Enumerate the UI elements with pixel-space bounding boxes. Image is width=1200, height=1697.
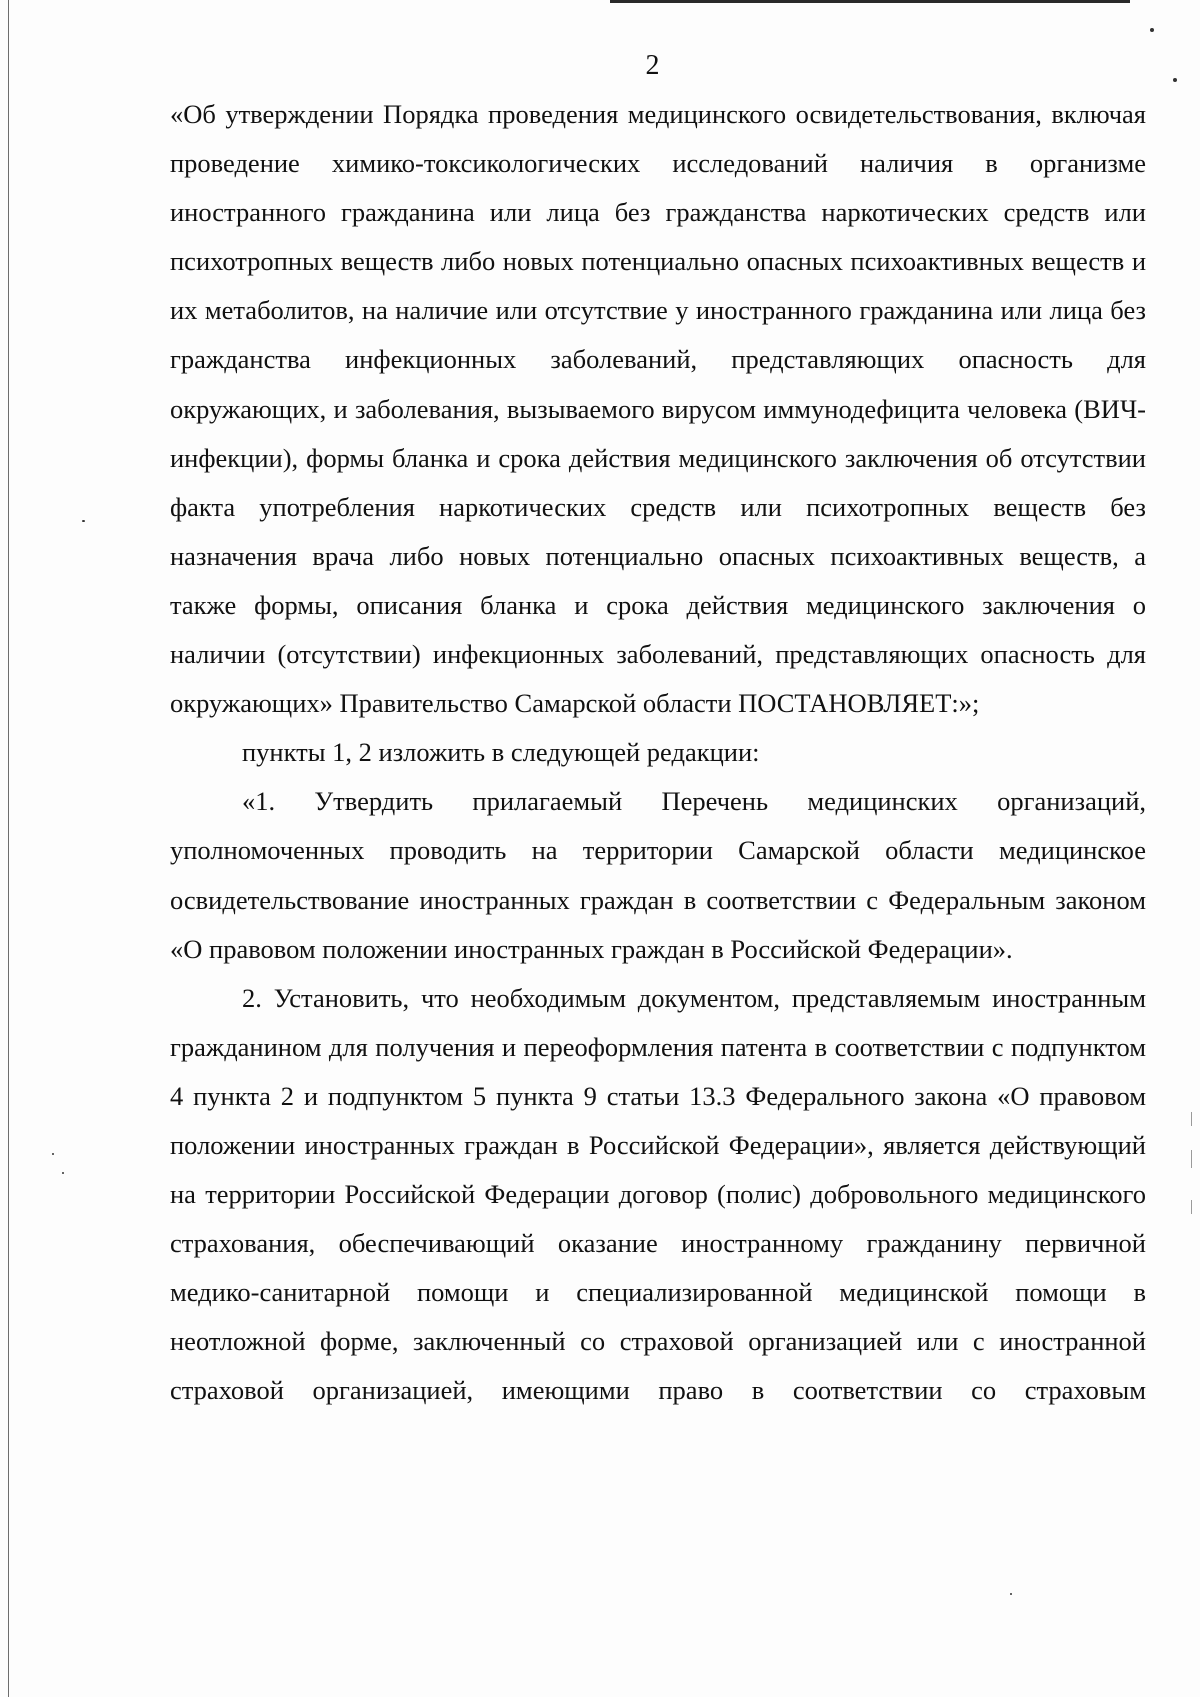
scan-speck xyxy=(62,1172,64,1174)
scan-top-edge xyxy=(610,0,1130,3)
scan-right-mark xyxy=(1191,1112,1192,1126)
scan-speck xyxy=(1010,1593,1012,1595)
paragraph-item-1: «1. Утвердить прилагаемый Перечень медицинских организаций, уполномоченных проводить на территории Самарской области медицинское освидетельствование иностранных граждан в соответствии с Федеральным законом «О правовом положении иностранных граждан в Российской Федерации». xyxy=(170,786,1146,964)
scan-speck xyxy=(52,1153,54,1155)
paragraph-amendment-intro: пункты 1, 2 изложить в следующей редакции: xyxy=(242,737,760,768)
scan-right-mark xyxy=(1191,1150,1192,1168)
scan-left-edge xyxy=(8,0,9,1697)
scan-right-mark xyxy=(1191,1200,1192,1214)
paragraph-item-2: 2. Установить, что необходимым документом, представляемым иностранным гражданином для получения и переоформления патента в соответствии с подпунктом 4 пункта 2 и подпунктом 5 пункта 9 статьи 13.3 Федерального закона «О правовом положении иностранных граждан в Российской Федерации», является действующий на территории Российской Федерации договор (полис) добровольного медицинского страхования, обеспечивающий оказание иностранному гражданину первичной медико-санитарной помощи и специализированной медицинской помощи в неотложной форме, заключенный со страховой организацией или с иностранной страховой организацией, имеющими право в соответствии со страховым xyxy=(170,982,1146,1406)
page-number: 2 xyxy=(645,50,660,81)
document-body xyxy=(170,90,1146,1416)
scan-speck xyxy=(1150,28,1154,32)
scan-speck xyxy=(82,520,85,522)
paragraph-preamble: «Об утверждении Порядка проведения медицинского освидетельствования, включая проведение химико-токсикологических исследований наличия в организме иностранного гражданина или лица без гражданства наркотических средств или психотропных веществ либо новых потенциально опасных психоактивных веществ и их метаболитов, на наличие или отсутствие у иностранного гражданина или лица без гражданства инфекционных заболеваний, представляющих опасность для окружающих, и заболевания, вызываемого вирусом иммунодефицита человека (ВИЧ-инфекции), формы бланка и срока действия медицинского заключения об отсутствии факта употребления наркотических средств или психотропных веществ без назначения врача либо новых потенциально опасных психоактивных веществ, а также формы, описания бланка и срока действия медицинского заключения о наличии (отсутствии) инфекционных заболеваний, представляющих опасность для окружающих» Правительство Самарской области ПОСТАНОВЛЯЕТ:»; xyxy=(170,99,1146,719)
